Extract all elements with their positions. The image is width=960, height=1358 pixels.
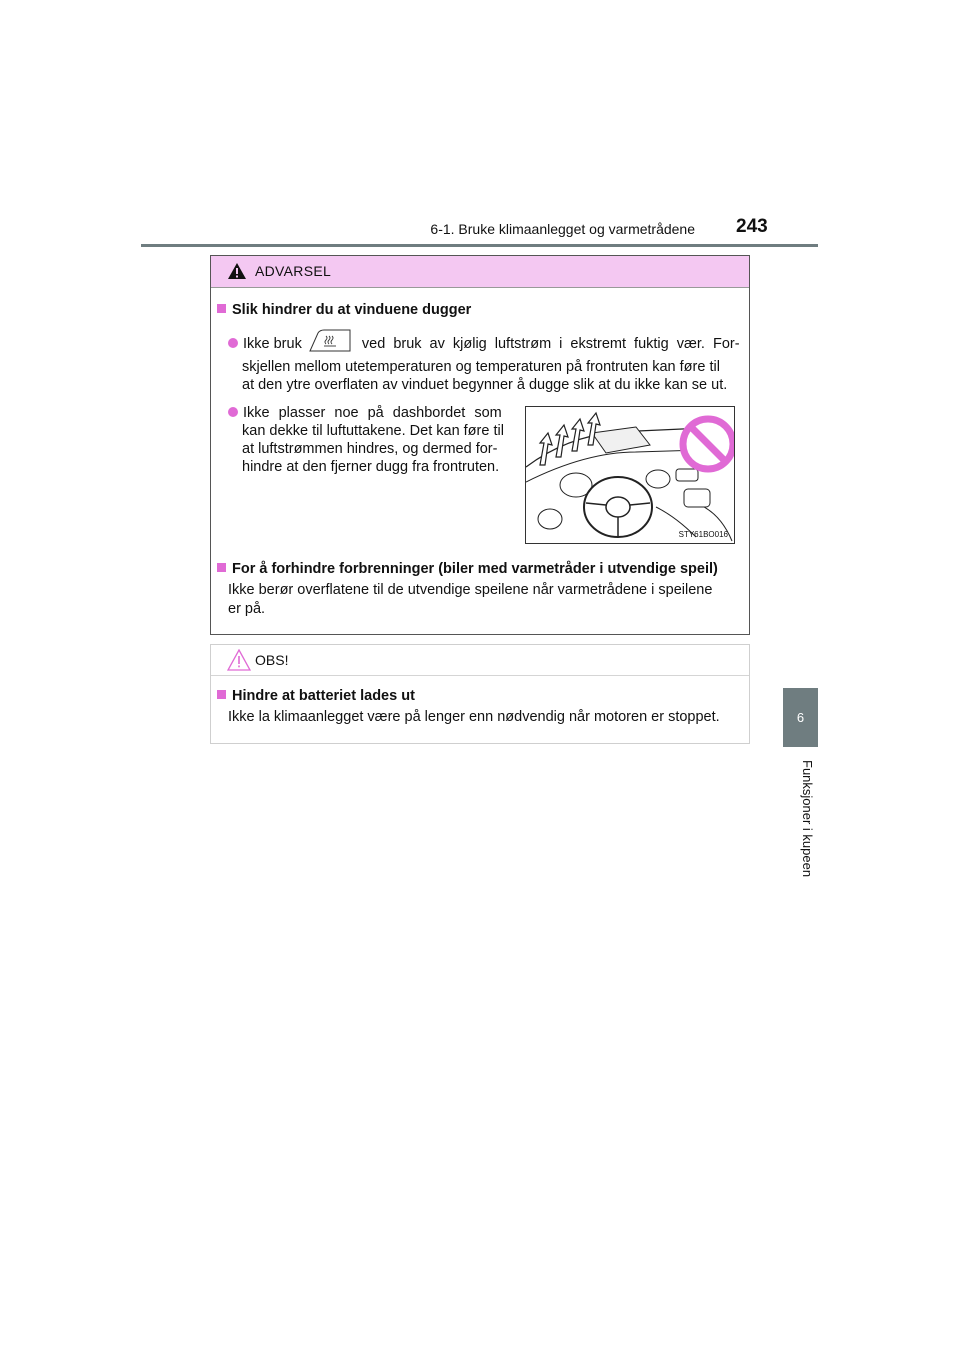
notice-box (210, 644, 750, 744)
section-heading-burns: For å forhindre forbrenninger (biler med varmetråder i utvendige speil) (217, 560, 718, 579)
round-bullet-icon (228, 407, 238, 417)
notice-header (211, 645, 749, 676)
square-bullet-icon (217, 304, 226, 313)
bullet-defogger: Ikke bruk ved bruk av kjølig luftstrøm i ekstremt fuktig vær. For- (228, 335, 742, 354)
burns-text-line1: Ikke berør overflatene til de utvendige speilene når varmetrådene i speilene (228, 582, 713, 598)
notice-heading: Hindre at batteriet lades ut (217, 687, 415, 706)
notice-text: Ikke la klimaanlegget være på lenger enn nødvendig når motoren er stoppet. (228, 709, 720, 725)
section-heading-fogging: Slik hindrer du at vinduene dugger (217, 301, 471, 320)
round-bullet-icon (228, 338, 238, 348)
warning-header (211, 256, 749, 288)
dashboard-illustration (525, 406, 735, 544)
header-divider (141, 244, 818, 247)
bullet-defogger-line2: skjellen mellom utetemperaturen og temperaturen på frontruten kan føre til (242, 359, 720, 375)
chapter-number: 6 (796, 710, 805, 725)
illustration-code: STY61BO016 (678, 530, 728, 539)
chapter-tab[interactable] (783, 688, 818, 747)
dashboard-drawing (526, 407, 734, 543)
burns-text-line2: er på. (228, 601, 266, 617)
chapter-label: Funksjoner i kupeen (800, 760, 815, 878)
section-title: 6-1. Bruke klimaanlegget og varmetrådene (430, 221, 695, 237)
caution-triangle-icon (227, 649, 251, 671)
warning-title: ADVARSEL (255, 263, 332, 279)
square-bullet-icon (217, 690, 226, 699)
bullet-defogger-line3: at den ytre overflaten av vinduet begynner å dugge slik at du ikke kan se ut. (242, 377, 728, 393)
warning-triangle-icon (227, 262, 247, 280)
notice-title: OBS! (255, 652, 289, 668)
page-number: 243 (736, 216, 768, 237)
square-bullet-icon (217, 563, 226, 572)
bullet-dashboard: Ikke plasser noe på dashbordet som kan dekke til luftuttakene. Det kan føre til at luftstrømmen hindres, og dermed for- hindre at den fjerner dugg fra frontruten. (228, 404, 518, 476)
warning-box (210, 255, 750, 635)
windshield-defogger-button-icon (308, 329, 352, 353)
